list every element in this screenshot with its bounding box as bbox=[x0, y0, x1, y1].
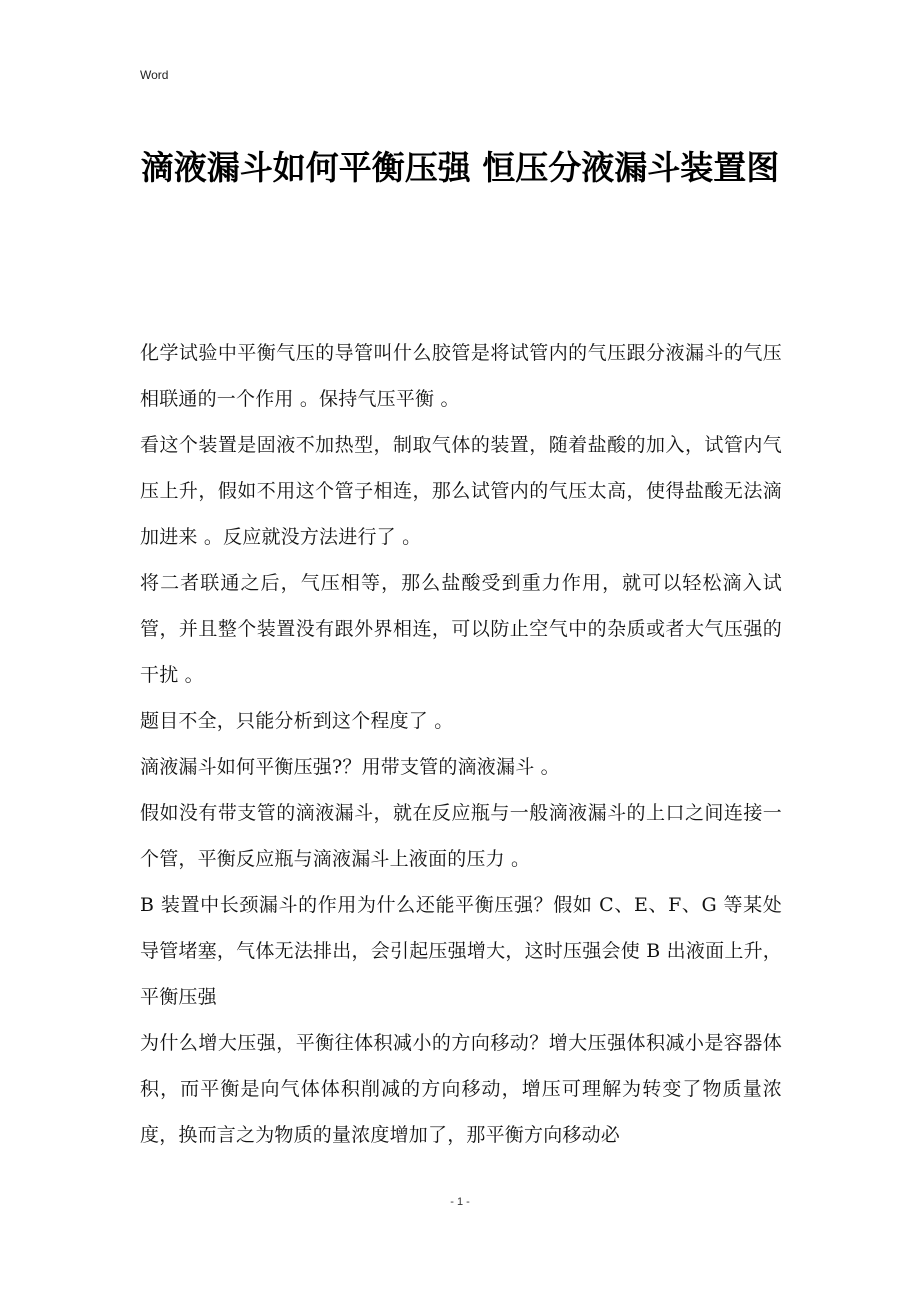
paragraph: 滴液漏斗如何平衡压强?？用带支管的滴液漏斗 。 bbox=[140, 756, 560, 778]
document-body bbox=[140, 330, 782, 1158]
document-title: 滴液漏斗如何平衡压强 恒压分液漏斗装置图 bbox=[140, 148, 780, 187]
page-number: - 1 - bbox=[450, 1196, 470, 1208]
paragraph: 假如没有带支管的滴液漏斗，就在反应瓶与一般滴液漏斗的上口之间连接一个管，平衡反应瓶与滴液漏斗上液面的压力 。 bbox=[140, 802, 782, 870]
paragraph: 化学试验中平衡气压的导管叫什么胶管是将试管内的气压跟分液漏斗的气压相联通的一个作用 。保持气压平衡 。 bbox=[140, 342, 782, 410]
paragraph: B 装置中长颈漏斗的作用为什么还能平衡压强？假如 C、E、F、G 等某处导管堵塞，气体无法排出，会引起压强增大，这时压强会使 B 出液面上升，平衡压强 bbox=[140, 894, 782, 1008]
paragraph: 将二者联通之后，气压相等，那么盐酸受到重力作用，就可以轻松滴入试管，并且整个装置没有跟外界相连，可以防止空气中的杂质或者大气压强的干扰 。 bbox=[140, 572, 782, 686]
paragraph: 为什么增大压强，平衡往体积减小的方向移动？增大压强体积减小是容器体积，而平衡是向气体体积削减的方向移动，增压可理解为转变了物质量浓度，换而言之为物质的量浓度增加了，那平衡方向移动必 bbox=[140, 1032, 782, 1146]
paragraph: 题目不全，只能分析到这个程度了 。 bbox=[140, 710, 454, 732]
paragraph: 看这个装置是固液不加热型，制取气体的装置，随着盐酸的加入，试管内气压上升，假如不用这个管子相连，那么试管内的气压太高，使得盐酸无法滴加进来 。反应就没方法进行了 。 bbox=[140, 434, 782, 548]
document-header-label: Word bbox=[140, 68, 169, 82]
